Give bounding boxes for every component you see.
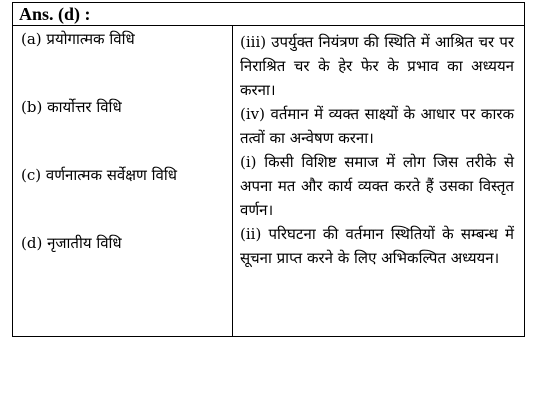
right-item-iii: (iii) उपर्युक्त नियंत्रण की स्थिति में आश्रित चर पर निराश्रित चर के हेर फेर के प्रभाव का अध्ययन करना। xyxy=(240,33,514,99)
answer-header: Ans. (d) : xyxy=(13,3,524,26)
left-item-d: (d) नृजातीय विधि xyxy=(21,234,122,252)
right-item-i: (i) किसी विशिष्ट समाज में लोग जिस तरीके से अपना मत और कार्य व्यक्त करते हैं उसका विस्तृत वर्णन। xyxy=(240,153,514,219)
right-item-iv: (iv) वर्तमान में व्यक्त साक्ष्यों के आधार पर कारक तत्वों का अन्वेषण करना। xyxy=(240,105,514,147)
left-item-c: (c) वर्णनात्मक सर्वेक्षण विधि xyxy=(21,166,177,184)
left-item-a: (a) प्रयोगात्मक विधि xyxy=(21,30,135,48)
right-item-ii: (ii) परिघटना की वर्तमान स्थितियों के सम्बन्ध में सूचना प्राप्त करने के लिए अभिकल्पित अध्ययन। xyxy=(240,225,514,267)
answer-table xyxy=(12,2,525,337)
right-column xyxy=(233,26,524,336)
left-column xyxy=(13,26,232,336)
left-item-b: (b) कार्योत्तर विधि xyxy=(21,98,122,116)
